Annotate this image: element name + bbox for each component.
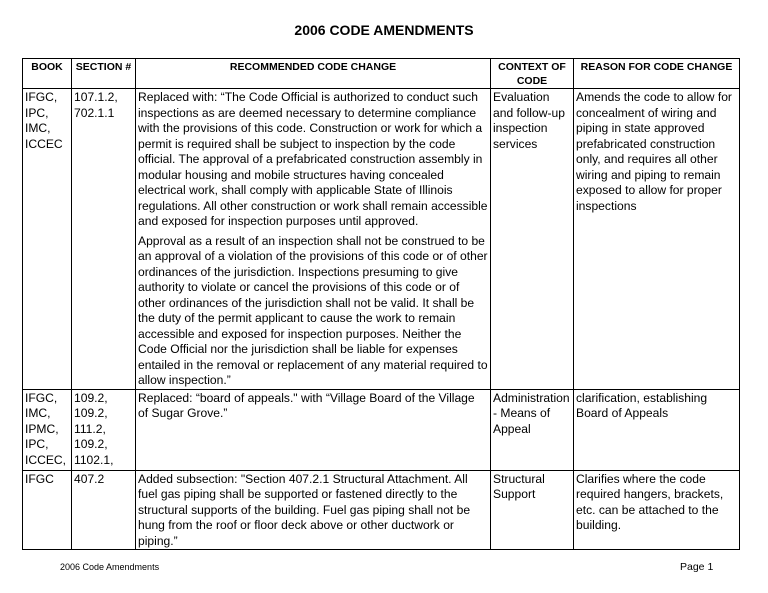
- cell-book-text: IFGC, IMC, IPMC, IPC, ICCEC,: [25, 390, 66, 467]
- page-title: 2006 CODE AMENDMENTS: [294, 22, 474, 38]
- cell-section: 407.2: [72, 470, 136, 550]
- cell-context: Structural Support: [491, 470, 574, 550]
- header-context: CONTEXT OF CODE: [491, 59, 574, 89]
- amendments-table: [22, 58, 740, 550]
- cell-change: [136, 89, 491, 390]
- footer-page-number: Page 1: [680, 561, 714, 573]
- cell-section: 107.1.2, 702.1.1: [72, 89, 136, 390]
- table-row: [23, 89, 740, 390]
- cell-reason: clarification, establishing Board of Appeals: [574, 389, 740, 470]
- change-paragraph: Replaced with: “The Code Official is authorized to conduct such inspections as are deemed necessary to determine compliance with the provisions of this code. Construction or work for which a permit is required shall be subject to inspection by the code official. The approval of a prefabricated construction assembly in modular housing and mobile structures having concealed electrical work, shall comply with applicable State of Illinois regulations. All other construction or work shall remain accessible and exposed for inspection purposes until approved.: [138, 90, 488, 228]
- cell-context: Administration - Means of Appeal: [491, 389, 574, 470]
- table-row: [23, 389, 740, 470]
- change-paragraph: Approval as a result of an inspection shall not be construed to be an approval of a violation of the provisions of this code or of other ordinances of the jurisdiction. Inspections presuming to give authority to violate or cancel the provisions of this code or of other ordinances of the jurisdiction shall not be valid. It shall be the duty of the permit applicant to cause the work to remain accessible and exposed for inspection purposes. Neither the Code Official nor the jurisdiction shall be liable for expenses entailed in the removal or replacement of any material required to allow inspection.”: [138, 233, 488, 387]
- header-change: RECOMMENDED CODE CHANGE: [136, 59, 491, 89]
- table-row: [23, 470, 740, 550]
- cell-change: Added subsection: "Section 407.2.1 Structural Attachment. All fuel gas piping shall be supported or fastened directly to the structural supports of the building. Fuel gas piping shall not be hung from the roof or floor deck above or other ductwork or piping.”: [136, 470, 491, 550]
- cell-reason: Clarifies where the code required hangers, brackets, etc. can be attached to the building.: [574, 470, 740, 550]
- table-header-row: [23, 59, 740, 89]
- cell-book: IFGC: [23, 470, 72, 550]
- header-section: SECTION #: [72, 59, 136, 89]
- cell-book: IFGC, IPC, IMC, ICCEC: [23, 89, 72, 390]
- header-book: BOOK: [23, 59, 72, 89]
- cell-context: Evaluation and follow-up inspection services: [491, 89, 574, 390]
- cell-section: [72, 389, 136, 470]
- cell-section-text: 109.2, 109.2, 111.2, 109.2, 1102.1,: [74, 390, 114, 467]
- header-reason: REASON FOR CODE CHANGE: [574, 59, 740, 89]
- footer-document-name: 2006 Code Amendments: [60, 562, 160, 572]
- cell-change: Replaced: “board of appeals." with “Village Board of the Village of Sugar Grove.”: [136, 389, 491, 470]
- cell-reason: Amends the code to allow for concealment of wiring and piping in state approved prefabricated construction only, and requires all other wiring and piping to remain exposed to allow for proper inspections: [574, 89, 740, 390]
- cell-book: [23, 389, 72, 470]
